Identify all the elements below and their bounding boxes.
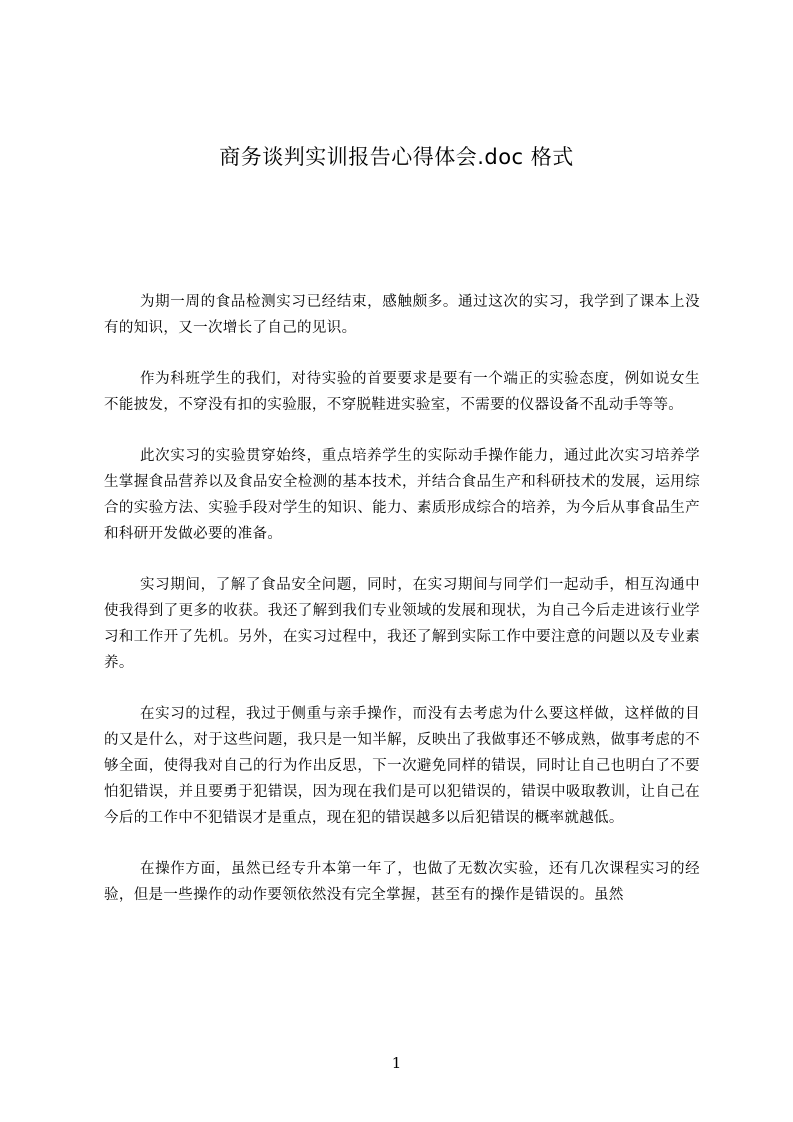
document-title: 商务谈判实训报告心得体会.doc 格式 [219, 145, 574, 169]
paragraph: 作为科班学生的我们，对待实验的首要要求是要有一个端正的实验态度，例如说女生不能披发，不穿没有扣的实验服，不穿脱鞋进实验室，不需要的仪器设备不乱动手等等。 [104, 371, 700, 413]
paragraph: 在实习的过程，我过于侧重与亲手操作，而没有去考虑为什么要这样做，这样做的目的又是什么，对于这些问题，我只是一知半解，反映出了我做事还不够成熟，做事考虑的不够全面，使得我对自己的行为作出反思，下一次避免同样的错误，同时让自己也明白了不要怕犯错误，并且要勇于犯错误，因为现在我们是可以犯错误的，错误中吸取教训，让自己在今后的工作中不犯错误才是重点，现在犯的错误越多以后犯错误的概率就越低。 [104, 706, 700, 826]
page-number: 1 [391, 1054, 402, 1072]
paragraph: 为期一周的食品检测实习已经结束，感触颇多。通过这次的实习，我学到了课本上没有的知识，又一次增长了自己的见识。 [104, 294, 700, 336]
paragraph: 实习期间，了解了食品安全问题，同时，在实习期间与同学们一起动手，相互沟通中使我得到了更多的收获。我还了解到我们专业领域的发展和现状，为自己今后走进该行业学习和工作开了先机。另外，在实习过程中，我还了解到实际工作中要注意的问题以及专业素养。 [104, 577, 700, 671]
paragraph: 在操作方面，虽然已经专升本第一年了，也做了无数次实验，还有几次课程实习的经验，但是一些操作的动作要领依然没有完全掌握，甚至有的操作是错误的。虽然 [104, 861, 700, 903]
document-body [104, 289, 700, 933]
paragraph: 此次实习的实验贯穿始终，重点培养学生的实际动手操作能力，通过此次实习培养学生掌握食品营养以及食品安全检测的基本技术，并结合食品生产和科研技术的发展，运用综合的实验方法、实验手段对学生的知识、能力、素质形成综合的培养，为今后从事食品生产和科研开发做必要的准备。 [104, 448, 700, 542]
